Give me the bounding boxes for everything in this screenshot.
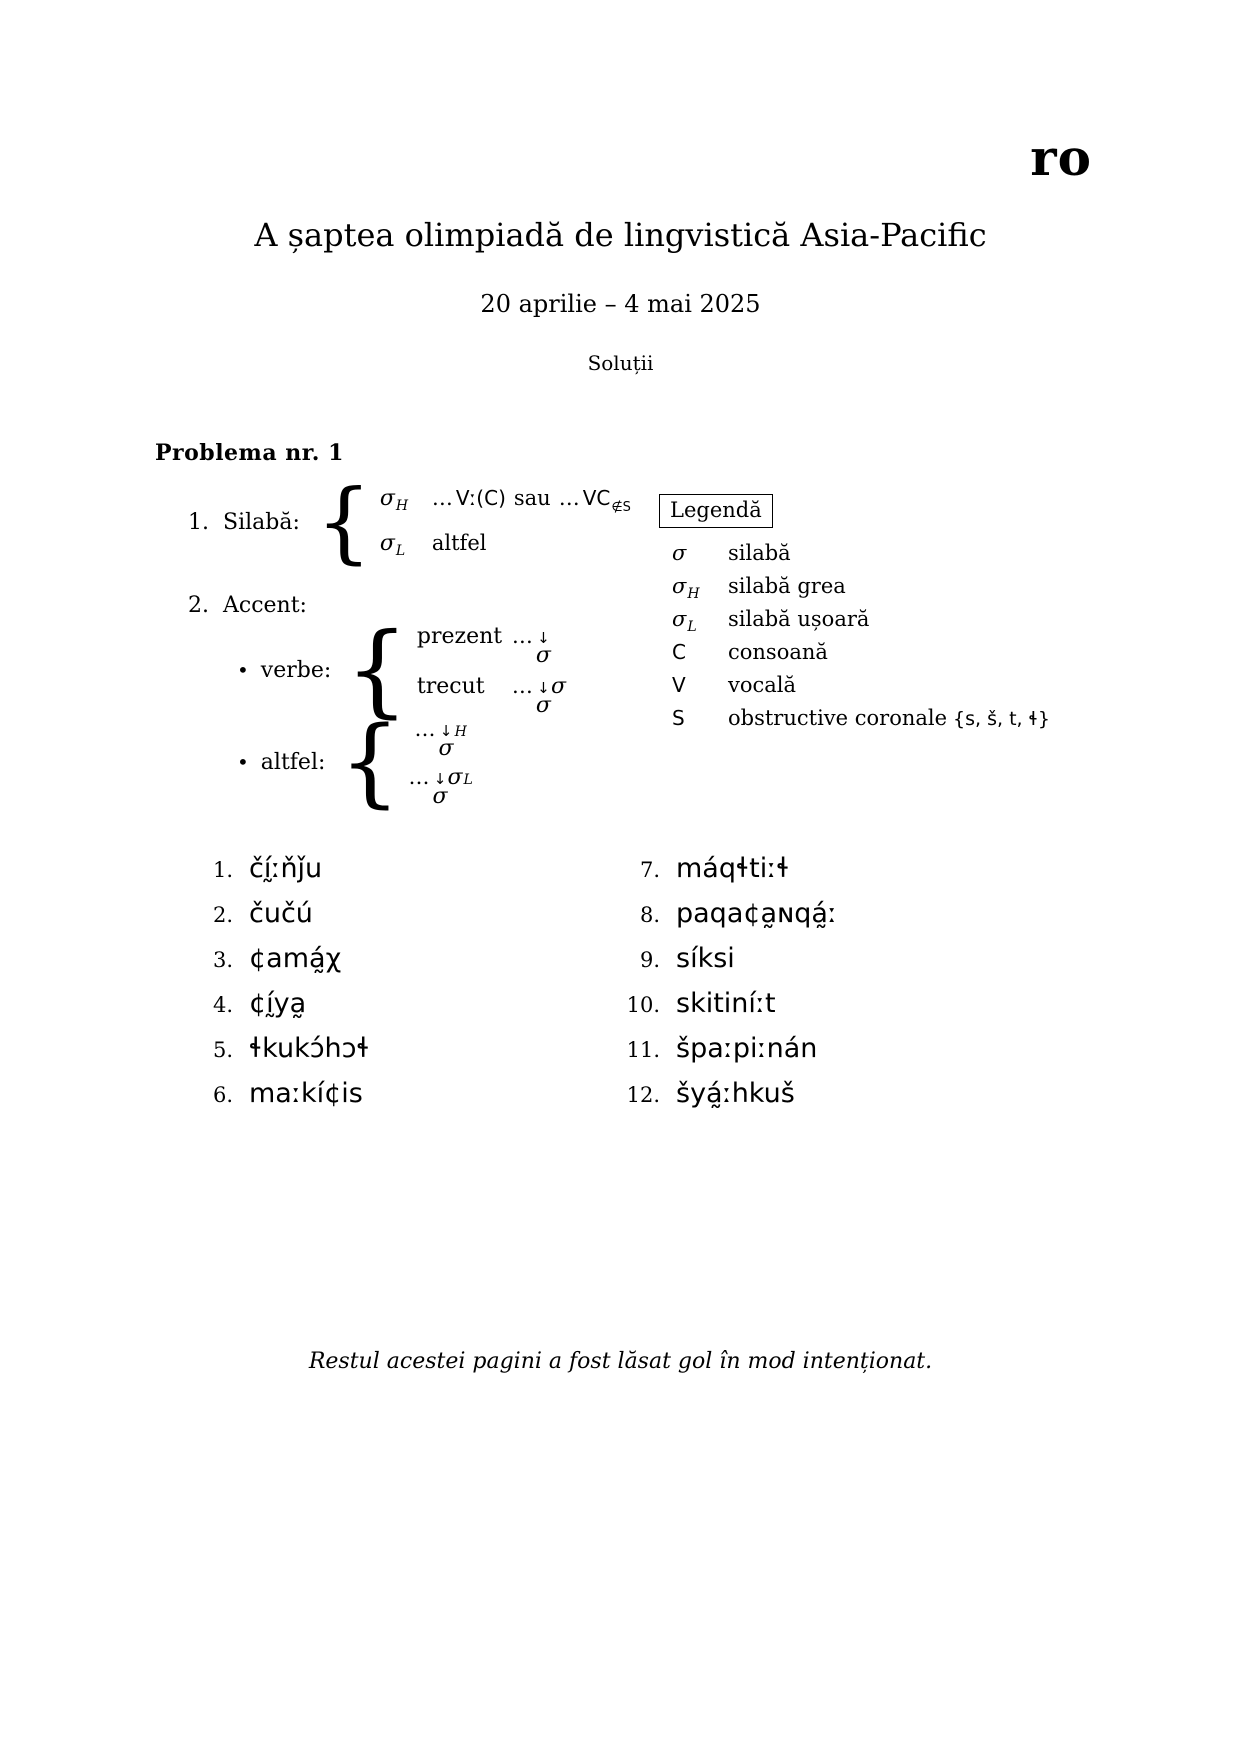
bullet-icon: • — [237, 658, 249, 682]
otherwise-cases — [408, 717, 472, 807]
word-item: 10. skitiníːt — [626, 988, 776, 1019]
rule-number: 1. — [188, 509, 209, 535]
stress-arrow-sigma: ↓ σ — [432, 770, 448, 809]
heavy-syllable-case — [380, 486, 631, 515]
light-syllable-case — [380, 531, 631, 559]
legend-entry: σ silabă — [672, 541, 791, 565]
word-item: 12. šyá̰ːhkuš — [626, 1078, 795, 1109]
word-item: 2. čučú — [212, 898, 313, 929]
legend — [672, 541, 1050, 739]
rule-cases — [380, 486, 631, 559]
left-brace: { — [345, 611, 409, 728]
word-item: 7. máqɬtiːɬ — [639, 853, 790, 884]
verb-cases — [417, 624, 567, 716]
rule-label: Accent: — [223, 593, 307, 618]
verbs-label: verbe: — [260, 657, 332, 683]
legend-entry: σL silabă ușoară — [672, 607, 870, 635]
bullet-icon: • — [237, 750, 249, 774]
down-arrow-icon: ↓ — [433, 770, 447, 788]
down-arrow-icon: ↓ — [439, 722, 453, 740]
light-final-case: … ↓ σ σ L — [408, 765, 473, 809]
word-item: 4. ¢ḭ́ya̰ — [212, 988, 307, 1019]
word-item: 11. špaːpiːnán — [626, 1033, 818, 1064]
legend-entry: C consoană — [672, 640, 828, 664]
legend-title-box: Legendă — [659, 494, 773, 528]
rule-syllable — [188, 470, 631, 573]
rule-number: 2. — [188, 593, 209, 618]
problem-heading: Problema nr. 1 — [155, 440, 344, 466]
word-item: 5. ɬkukɔ́hɔɬ — [212, 1033, 370, 1064]
otherwise-label: altfel: — [260, 749, 326, 775]
stress-arrow-sigma: ↓ σ — [438, 722, 454, 761]
legend-entry: σH silabă grea — [672, 574, 846, 602]
heavy-final-case: … ↓ σ H — [414, 717, 467, 761]
down-arrow-icon: ↓ — [537, 629, 550, 647]
left-brace: { — [315, 470, 372, 573]
date-range: 20 aprilie – 4 mai 2025 — [480, 290, 761, 318]
word-item: 3. ¢amá̰χ — [212, 943, 342, 974]
subtitle-solutions: Soluții — [587, 351, 654, 375]
coronal-set: {s, š, t, ɬ} — [953, 708, 1050, 730]
heavy-case-pattern: … Vː(C) sau … $VC_{\notin S}$ — [431, 485, 631, 515]
word-item: 8. paqa¢a̰ɴqá̰ː — [639, 898, 837, 929]
rule-label: Silabă: — [223, 509, 300, 535]
rule-accent — [188, 593, 307, 618]
word-item: 1. čḭ́ːňǰu — [212, 853, 323, 884]
word-item: 6. maːkí¢is — [212, 1078, 363, 1109]
word-item: 9. síksi — [639, 943, 735, 974]
legend-entry: V vocală — [672, 673, 797, 697]
stress-arrow-sigma: ↓ σ — [535, 629, 551, 668]
accent-verbs-rule — [237, 611, 567, 728]
present-case: prezent … ↓ σ — [416, 624, 551, 668]
down-arrow-icon: ↓ — [537, 679, 550, 697]
document-title: A șaptea olimpiadă de lingvistică Asia-Pacific — [254, 216, 987, 254]
language-tag: ro — [1030, 128, 1092, 187]
sigma-heavy-symbol: σH — [379, 485, 409, 514]
intentionally-blank-note: Restul acestei pagini a fost lăsat gol în mod intenționat. — [308, 1349, 933, 1374]
left-brace: { — [339, 706, 401, 818]
stress-arrow-sigma: ↓ σ — [535, 679, 551, 718]
past-case: trecut … ↓ σ σ — [416, 674, 566, 718]
sigma-light-symbol: σL — [379, 530, 406, 559]
light-case-value: altfel — [431, 530, 487, 555]
accent-otherwise-rule — [237, 706, 473, 818]
legend-entry: S obstructive coronale {s, š, t, ɬ} — [672, 706, 1050, 730]
